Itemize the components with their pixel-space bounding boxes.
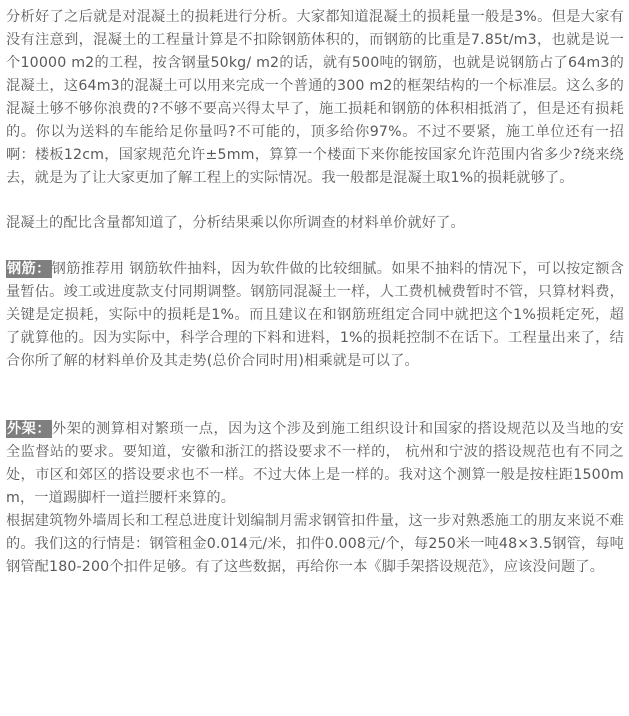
scaffold-section-text: 外架的测算相对繁琐一点，因为这个涉及到施工组织设计和国家的搭设规范以及当地的安全监督站的要求。要知道，安徽和浙江的搭设要求不一样的， 杭州和宁波的搭设规范也有不同之处，市区和郊区的搭设要求也不一样。不过大体上是一样的。我对这个测算一般是按柱距1500mm，一道踢脚杆一道拦腰杆来算的。 [6, 421, 624, 506]
rebar-section-tag: 钢筋： [7, 261, 51, 277]
scaffold-section-tag: 外架： [7, 421, 52, 437]
paragraph-concrete-loss: 分析好了之后就是对混凝土的损耗进行分析。大家都知道混凝土的损耗量一般是3%。但是大家有没有注意到，混凝土的工程量计算是不扣除钢筋体积的，而钢筋的比重是7.85t/m3，也就是说一个10000 m2的工程，按含钢量50kg/ m2的话，就有500吨的钢筋，也就是说钢筋占了64m3的混凝土，这64m3的混凝土可以用来完成一个普通的300 m2的框架结构的一个标准层。这么多的混凝土够不够你浪费的?不够不要高兴得太早了，施工损耗和钢筋的体积相抵消了，但是还有损耗的。你以为送料的车能给足你量吗?不可能的，顶多给你97%。不过不要紧，施工单位还有一招啊：楼板12cm，国家规范允许±5mm，算算一个楼面下来你能按国家允许范围内省多少?绕来绕去，就是为了让大家更加了解工程上的实际情况。我一般都是混凝土取1%的损耗就够了。 [6, 9, 624, 186]
paragraph-concrete-mix: 混凝土的配比含量都知道了，分析结果乘以你所调查的材料单价就好了。 [6, 215, 465, 231]
rebar-section-text: 钢筋推荐用 钢筋软件抽料，因为软件做的比较细腻。如果不抽料的情况下，可以按定额含量暂估。竣工或进度款支付同期调整。钢筋同混凝土一样，人工费机械费暂时不管，只算材料费，关键是定损耗，实际中的损耗是1%。而且建议在和钢筋班组定合同中就把这个1%损耗定死，超了就算他的。因为实际中，科学合理的下料和进料，1%的损耗控制不在话下。工程量出来了，结合你所了解的材料单价及其走势(总价合同时用)相乘就是可以了。 [6, 261, 624, 369]
paragraph-scaffold [6, 418, 624, 510]
paragraph-scaffold-pricing: 根据建筑物外墙周长和工程总进度计划编制月需求钢管扣件量，这一步对熟悉施工的朋友来说不难的。我们这的行情是：钢管租金0.014元/米，扣件0.008元/个，每250米一吨48×3.5钢管，每吨钢管配180-200个扣件足够。有了这些数据，再给你一本《脚手架搭设规范》，应该没问题了。 [6, 513, 624, 575]
article-body [6, 0, 624, 579]
paragraph-rebar [6, 258, 624, 373]
